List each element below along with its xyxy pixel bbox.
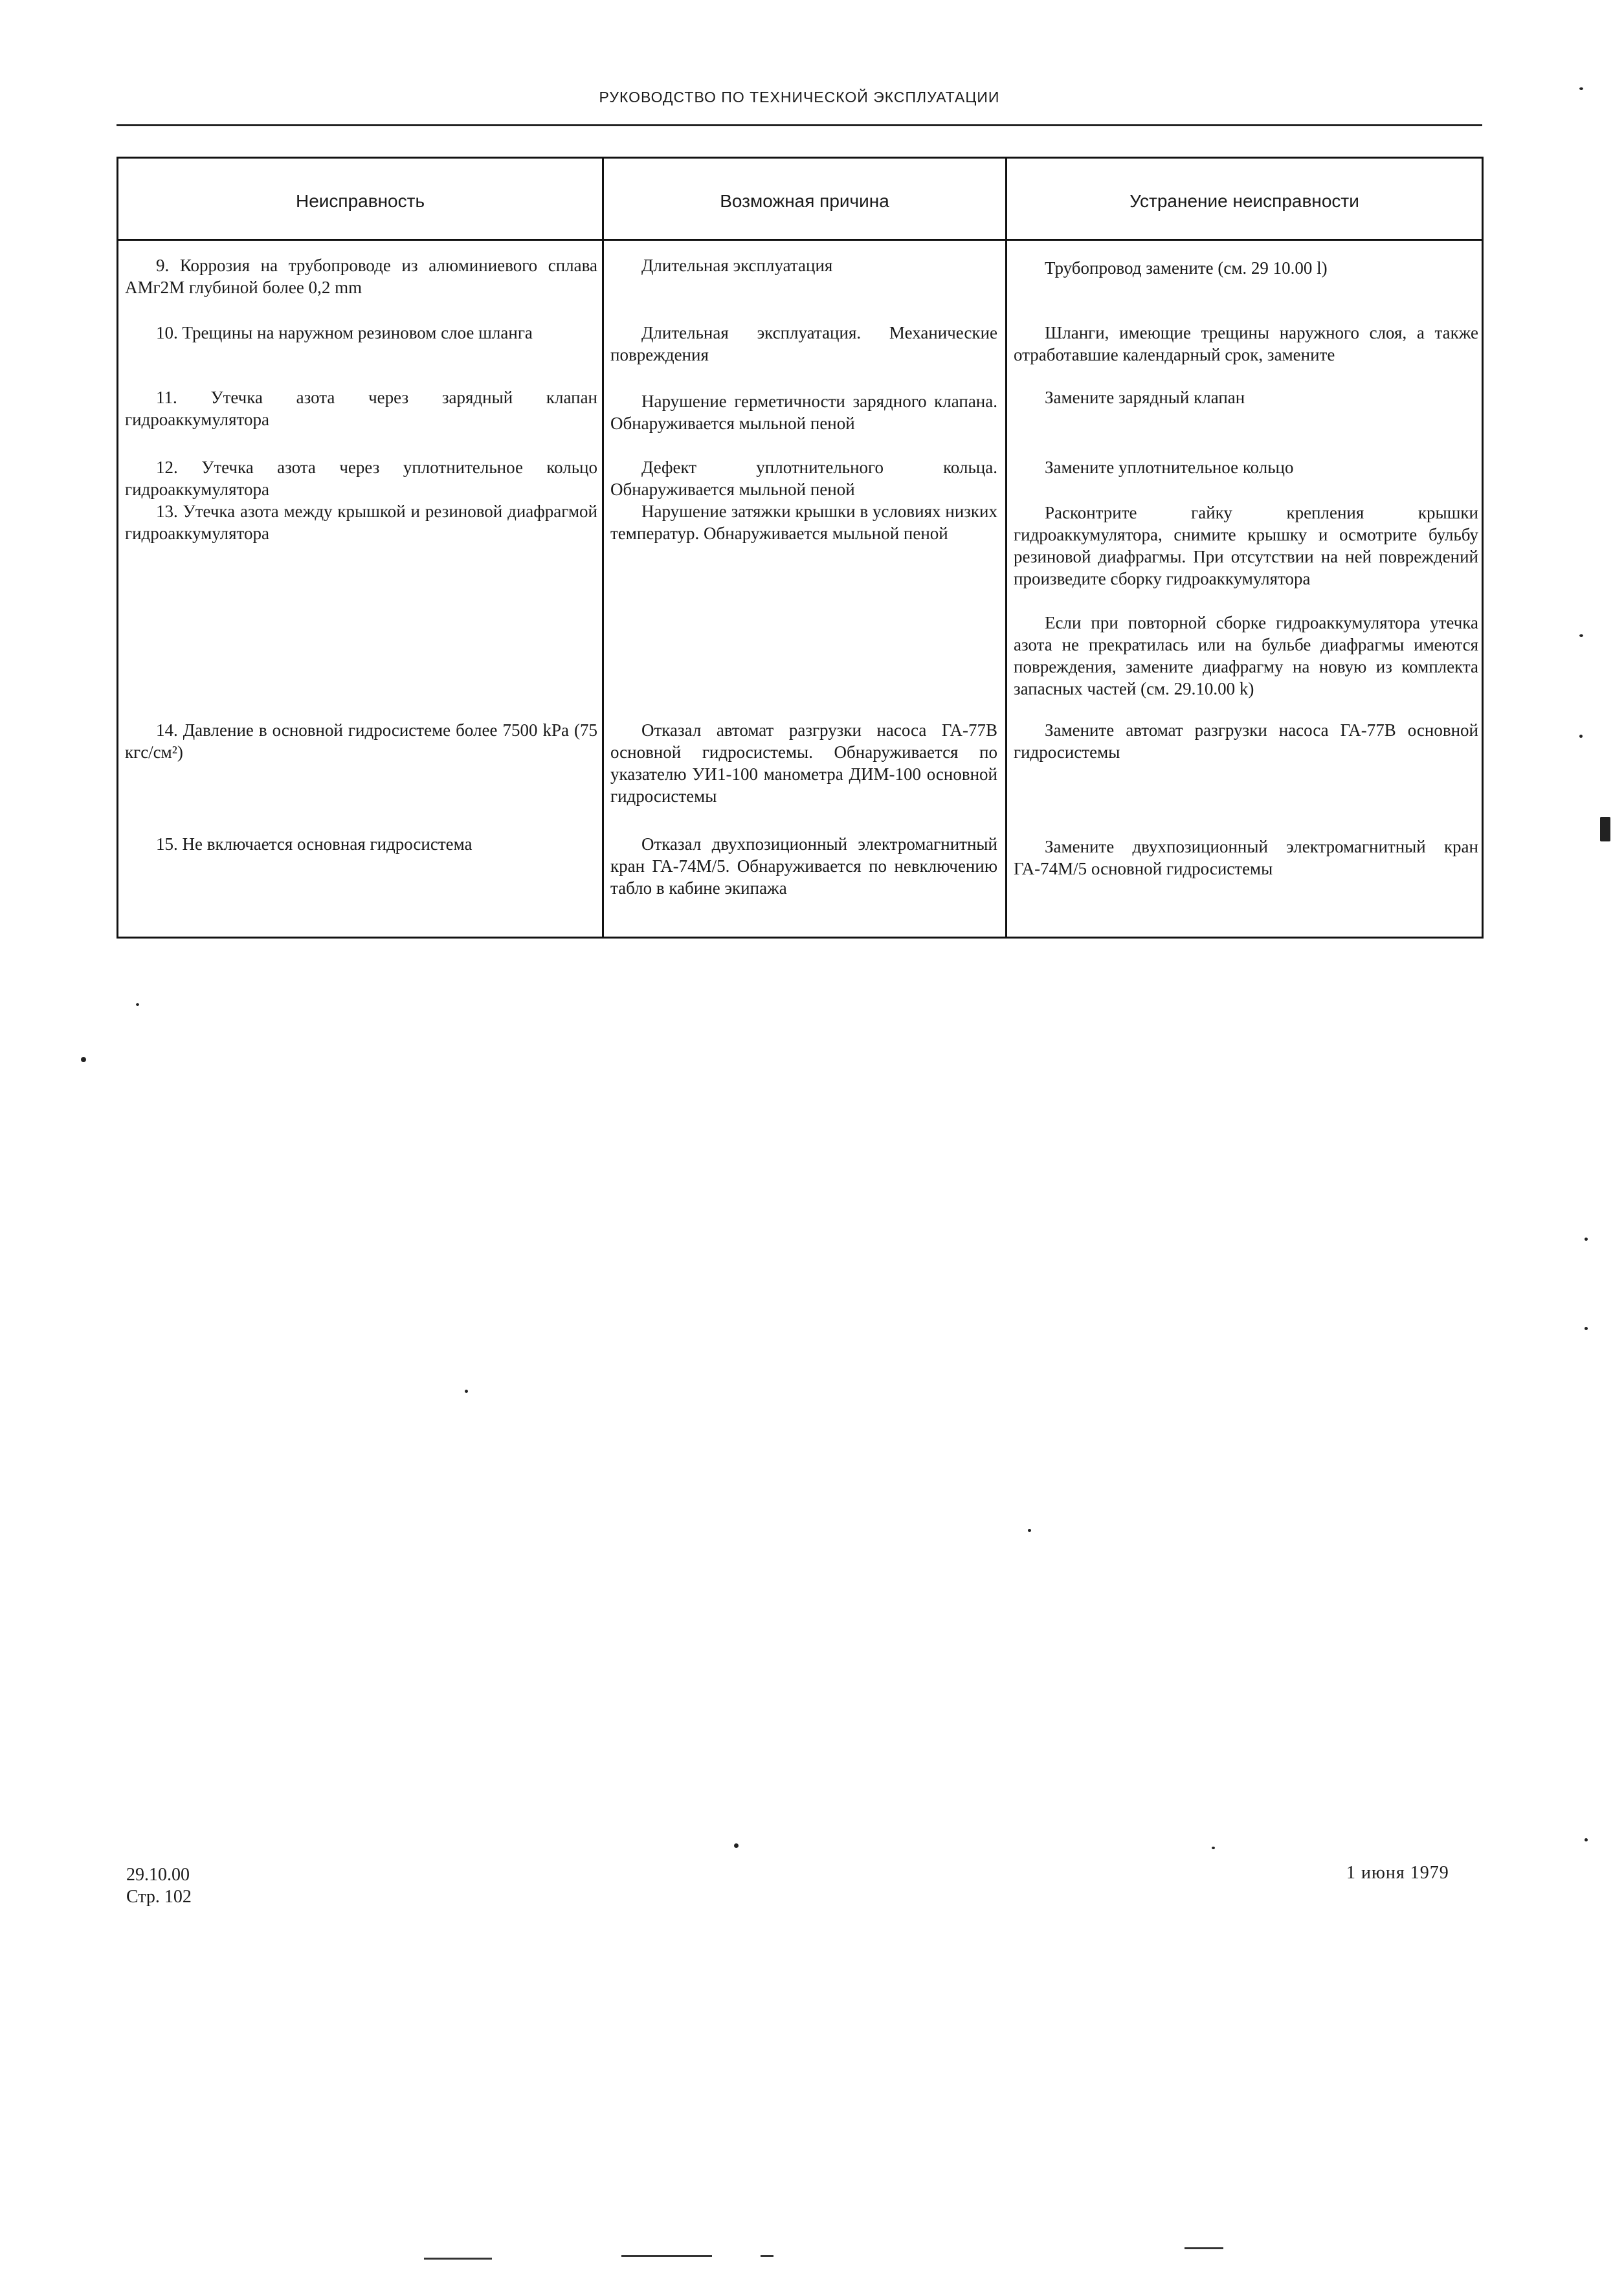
column-header-cause: Возможная причина	[720, 191, 889, 211]
scan-speck	[1579, 87, 1583, 90]
column-header-remedy: Устранение неисправности	[1129, 191, 1359, 211]
remedy-cell-12: Замените уплотнительное кольцо	[1045, 458, 1294, 477]
column-divider	[602, 159, 604, 937]
fault-cell-13: 13. Утечка азота между крышкой и резиновой диафрагмой гидроаккумулятора	[125, 502, 597, 543]
scan-speck	[136, 1003, 139, 1006]
remedy-cell-14: Замените автомат разгрузки насоса ГА-77В основной гидросистемы	[1014, 720, 1478, 762]
scan-speck	[81, 1057, 86, 1062]
table-header-rule	[118, 239, 1482, 241]
scan-speck	[1585, 1838, 1588, 1841]
scan-mark	[1600, 817, 1610, 841]
scan-speck	[1579, 634, 1583, 637]
scan-speck	[1028, 1529, 1031, 1532]
remedy-cell-15: Замените двухпозиционный электромагнитный кран ГА-74М/5 основной гидросистемы	[1014, 837, 1478, 878]
header-rule	[117, 124, 1482, 126]
cause-cell-12: Дефект уплотнительного кольца. Обнаруживается мыльной пеной	[610, 458, 997, 499]
scan-line	[1185, 2247, 1223, 2249]
page-header-title: РУКОВОДСТВО ПО ТЕХНИЧЕСКОЙ ЭКСПЛУАТАЦИИ	[599, 89, 1000, 106]
column-header-fault: Неисправность	[295, 191, 425, 211]
fault-cell-10: 10. Трещины на наружном резиновом слое шланга	[156, 323, 533, 342]
scan-speck	[1579, 735, 1583, 738]
cause-cell-13: Нарушение затяжки крышки в условиях низких температур. Обнаруживается мыльной пеной	[610, 502, 997, 543]
fault-cell-12: 12. Утечка азота через уплотнительное кольцо гидроаккумулятора	[125, 458, 597, 499]
footer-page-number: Стр. 102	[126, 1887, 192, 1907]
footer-section-number: 29.10.00	[126, 1865, 190, 1885]
cause-cell-15: Отказал двухпозиционный электромагнитный кран ГА-74М/5. Обнаруживается по невключению табло в кабине экипажа	[610, 834, 997, 898]
cause-cell-10: Длительная эксплуатация. Механические повреждения	[610, 323, 997, 364]
remedy-cell-9: Трубопровод замените (см. 29 10.00 l)	[1045, 258, 1328, 278]
footer-reference	[126, 1864, 192, 1908]
fault-cell-9: 9. Коррозия на трубопроводе из алюминиевого сплава АМг2М глубиной более 0,2 mm	[125, 256, 597, 297]
cause-cell-9: Длительная эксплуатация	[641, 256, 833, 275]
scan-line	[424, 2258, 492, 2260]
fault-cell-14: 14. Давление в основной гидросистеме более 7500 kPa (75 кгс/см²)	[125, 720, 597, 762]
fault-cell-15: 15. Не включается основная гидросистема	[156, 834, 473, 854]
remedy-cell-10: Шланги, имеющие трещины наружного слоя, а также отработавшие календарный срок, замените	[1014, 323, 1478, 364]
remedy-cell-13: Расконтрите гайку крепления крышки гидроаккумулятора, снимите крышку и осмотрите бульбу резиновой диафрагмы. При отсутствии на ней повреждений произведите сборку гидроаккумулятора	[1014, 503, 1478, 588]
troubleshooting-table	[117, 157, 1484, 939]
column-divider	[1005, 159, 1007, 937]
scan-speck	[1585, 1327, 1588, 1330]
scan-speck	[1212, 1847, 1215, 1849]
fault-cell-11: 11. Утечка азота через зарядный клапан гидроаккумулятора	[125, 388, 597, 429]
footer-date: 1 июня 1979	[1346, 1863, 1449, 1883]
scan-line	[621, 2255, 712, 2257]
remedy-cell-13-continued: Если при повторной сборке гидроаккумулятора утечка азота не прекратилась или на бульбе диафрагмы имеются повреждения, замените диафрагму на новую из комплекта запасных частей (см. 29.10.00 k)	[1014, 613, 1478, 698]
scan-speck	[734, 1843, 739, 1848]
remedy-cell-11: Замените зарядный клапан	[1045, 388, 1245, 407]
cause-cell-11: Нарушение герметичности зарядного клапана. Обнаруживается мыльной пеной	[610, 392, 997, 433]
scan-speck	[1585, 1238, 1588, 1241]
scan-line	[761, 2255, 773, 2257]
scan-speck	[465, 1390, 468, 1393]
cause-cell-14: Отказал автомат разгрузки насоса ГА-77В основной гидросистемы. Обнаруживается по указателю УИ1-100 манометра ДИМ-100 основной гидросистемы	[610, 720, 997, 806]
